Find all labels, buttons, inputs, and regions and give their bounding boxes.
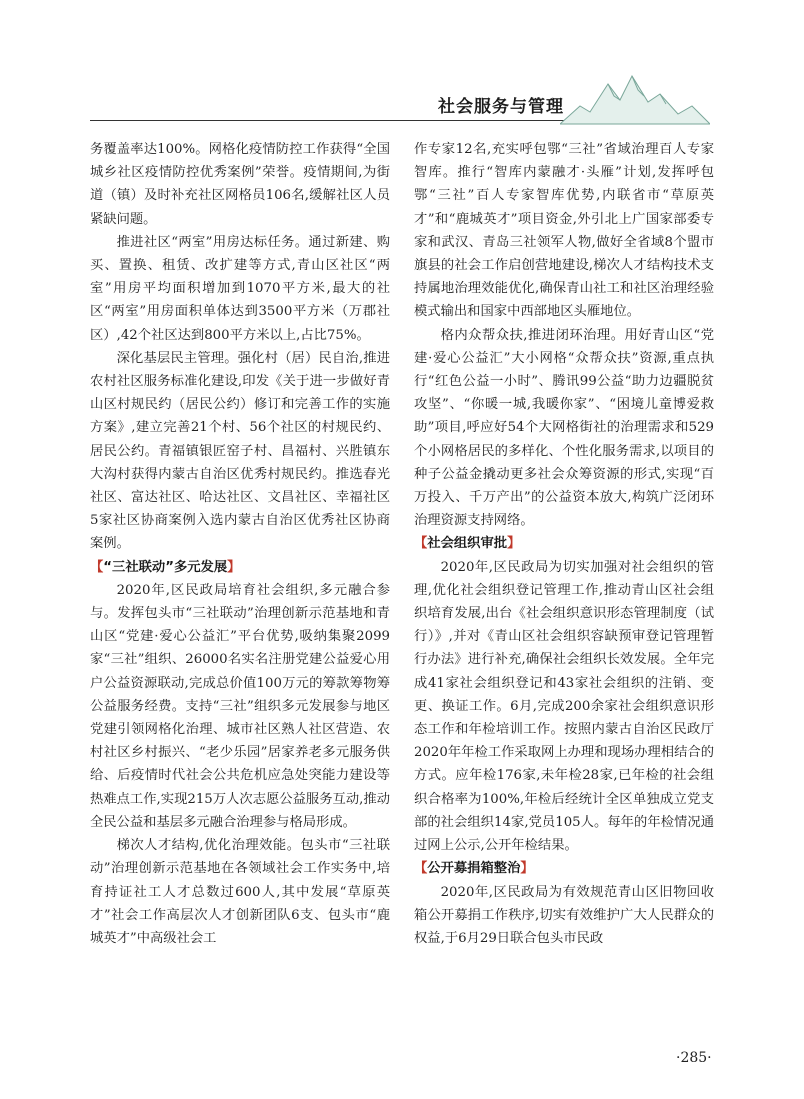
paragraph: 推进社区“两室”用房达标任务。通过新建、购买、置换、租赁、改扩建等方式,青山区社区“两室”用房平均面积增加到1070平方米,最大的社区“两室”用房面积单体达到3500平方米（万郡社区）,42个社区达到800平方米以上,占比75%。 <box>90 234 390 343</box>
paragraph: 梯次人才结构,优化治理效能。包头市“三社联动”治理创新示范基地在各领域社会工作实务中,培育持证社工人才总数过600人,其中发展“草原英才”社会工作高层次人才创新团队6支、包头市“鹿城英才”中高级社会工 <box>90 838 390 946</box>
paragraph: 作专家12名,充实呼包鄂“三社”省域治理百人专家智库。推行“智库内蒙融才·头雁”计划,发挥呼包鄂“三社”百人专家智库优势,内联省市“草原英才”和“鹿城英才”项目资金,外引北上广国家部委专家和武汉、青岛三社领军人物,做好全省域8个盟市旗县的社会工作启创营地建设,梯次人才结构技术支持属地治理效能优化,确保青山社工和社区治理经验模式输出和国家中西部地区头雁地位。 <box>414 142 714 320</box>
paragraph: 务覆盖率达100%。网格化疫情防控工作获得“全国城乡社区疫情防控优秀案例”荣誉。疫情期间,为街道（镇）及时补充社区网格员106名,缓解社区人员紧缺问题。 <box>90 142 390 227</box>
section-heading: 【公开募捐箱整治】 <box>414 861 534 877</box>
left-column <box>90 138 390 950</box>
paragraph: 2020年,区民政局为有效规范青山区旧物回收箱公开募捐工作秩序,切实有效维护广大人民群众的权益,于6月29日联合包头市民政 <box>414 884 714 946</box>
page-header <box>0 60 804 124</box>
page-number: ·285· <box>676 1050 712 1066</box>
section-heading: 【社会组织审批】 <box>414 536 521 552</box>
paragraph: 2020年,区民政局培育社会组织,多元融合参与。发挥包头市“三社联动”治理创新示范基地和青山区“党建·爱心公益汇”平台优势,吸纳集聚2099家“三社”组织、26000名实名注册党建公益爱心用户公益资源联动,完成总价值100万元的筹款筹物筹公益服务经费。支持“三社”组织多元发展参与地区党建引领网格化治理、城市社区熟人社区营造、农村社区乡村振兴、“老少乐园”居家养老多元服务供给、后疫情时代社会公共危机应急处突能力建设等热难点工作,实现215万人次志愿公益服务互动,推动全民公益和基层多元融合治理参与格局形成。 <box>90 582 390 830</box>
mountain-decoration-icon <box>560 66 710 126</box>
paragraph: 格内众帮众扶,推进闭环治理。用好青山区“党建·爱心公益汇”大小网格“众帮众扶”资源,重点执行“红色公益一小时”、腾讯99公益“助力边疆脱贫攻坚”、“你暖一城,我暖你家”、“困境儿童博爱救助”项目,呼应好54个大网格街社的治理需求和529个小网格居民的多样化、个性化服务需求,以项目的种子公益金撬动更多社会众筹资源的形式,实现“百万投入、千万产出”的公益资本放大,构筑广泛闭环治理资源支持网络。 <box>414 327 714 529</box>
section-heading: 【“三社联动”多元发展】 <box>90 559 241 575</box>
header-rule <box>90 120 565 121</box>
paragraph: 2020年,区民政局为切实加强对社会组织的管理,优化社会组织登记管理工作,推动青山区社会组织培育发展,出台《社会组织意识形态管理制度（试行）》,并对《青山区社会组织容缺预审登记管理暂行办法》进行补充,确保社会组织长效发展。全年完成41家社会组织登记和43家社会组织的注销、变更、换证工作。6月,完成200余家社会组织意识形态工作和年检培训工作。按照内蒙古自治区民政厅2020年年检工作采取网上办理和现场办理相结合的方式。应年检176家,未年检28家,已年检的社会组织合格率为100%,年检后经统计全区单独成立党支部的社会组织14家,党员105人。每年的年检情况通过网上公示,公开年检结果。 <box>414 559 714 854</box>
section-title: 社会服务与管理 <box>438 97 564 117</box>
right-column <box>414 138 714 950</box>
paragraph: 深化基层民主管理。强化村（居）民自治,推进农村社区服务标准化建设,印发《关于进一步做好青山区村规民约（居民公约）修订和完善工作的实施方案》,建立完善21个村、56个社区的村规民约、居民公约。青福镇银匠窑子村、昌福村、兴胜镇东大沟村获得内蒙古自治区优秀村规民约。推选春光社区、富达社区、哈达社区、文昌社区、幸福社区5家社区协商案例入选内蒙古自治区优秀社区协商案例。 <box>90 350 390 552</box>
